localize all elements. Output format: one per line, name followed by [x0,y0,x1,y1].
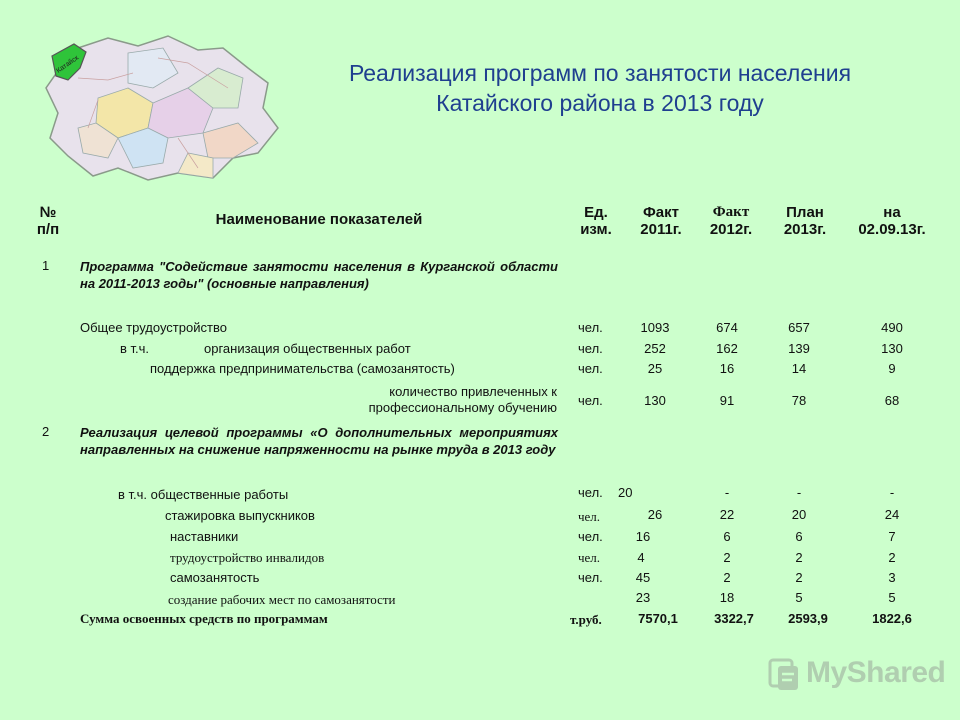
row-value-date: - [889,485,895,500]
row-value-date: 7 [888,529,896,544]
myshared-logo-icon [768,656,802,692]
row-value-2012: 2 [723,550,731,565]
header-fact-2012: Факт 2012г. [709,204,753,238]
row-name: создание рабочих мест по самозанятости [168,592,396,607]
row-value-plan: 5 [795,590,803,605]
row-value-2011: 23 [635,590,651,605]
row-value-date: 5 [888,590,896,605]
row-name: самозанятость [170,570,260,585]
row-unit: чел. [578,320,603,335]
row-value-plan: 2 [795,570,803,585]
header-name: Наименование показателей [215,211,423,228]
header-fact-2011: Факт 2011г. [640,204,682,238]
row-value-date: 2 [888,550,896,565]
total-unit: т.руб. [570,612,602,627]
row-value-2012: 162 [716,341,738,356]
map-district-label: Катайск [55,54,81,75]
row-value-2011: 1093 [640,320,670,335]
row-value-2011: 130 [644,393,666,408]
row-value-plan: 2 [795,550,803,565]
row-unit: чел. [578,361,603,376]
row-unit: чел. [578,570,603,585]
program-2-name: Реализация целевой программы «О дополнительных мероприятиях направленных на снижение напряженности на рынке труда в 2013 году [80,425,558,457]
row-value-2012: 6 [723,529,731,544]
row-name: организация общественных работ [204,341,411,356]
row-value-date: 24 [884,507,900,522]
row-value-2011: 20 [618,485,633,500]
row-name-prefix: в т.ч. [120,341,150,356]
total-value-2011: 7570,1 [638,611,678,626]
title-line-1: Реализация программ по занятости населения [348,60,852,86]
row-value-2012: - [724,485,730,500]
row-value-date: 490 [881,320,903,335]
row-value-2011: 252 [644,341,666,356]
row-value-plan: 20 [791,507,807,522]
total-value-plan: 2593,9 [788,611,828,626]
row-value-date: 68 [884,393,900,408]
row-name: Общее трудоустройство [80,320,227,335]
row-value-plan: 6 [795,529,803,544]
header-plan-2013: План 2013г. [783,204,827,238]
row-value-2012: 16 [719,361,735,376]
row-unit: чел. [578,485,603,500]
row-value-2012: 18 [719,590,735,605]
row-name: трудоустройство инвалидов [170,550,325,565]
kurgan-region-map [38,28,288,188]
row-name: стажировка выпускников [165,508,315,523]
row-value-plan: 139 [788,341,810,356]
row-unit: чел. [578,393,603,408]
row-unit: чел. [578,550,601,565]
header-num: № п/п [36,204,60,238]
program-2-num: 2 [42,424,50,439]
row-value-date: 130 [881,341,903,356]
row-value-2011: 16 [635,529,651,544]
title-line-2: Катайского района в 2013 году [436,90,764,116]
row-value-2012: 22 [719,507,735,522]
total-value-date: 1822,6 [872,611,912,626]
row-value-date: 3 [888,570,896,585]
row-value-plan: 14 [791,361,807,376]
row-value-2011: 4 [637,550,645,565]
total-value-2012: 3322,7 [714,611,754,626]
row-value-2012: 91 [719,393,735,408]
row-value-plan: 78 [791,393,807,408]
row-name: в т.ч. общественные работы [118,487,289,502]
page-title [300,58,900,118]
row-value-plan: 657 [788,320,810,335]
row-value-2011: 45 [635,570,651,585]
header-on-date: на 02.09.13г. [858,204,926,238]
program-1-num: 1 [42,258,50,273]
row-value-plan: - [796,485,802,500]
total-name: Сумма освоенных средств по программам [80,611,328,626]
row-value-2012: 2 [723,570,731,585]
watermark-text: MyShared [806,656,946,689]
row-value-2011: 25 [647,361,663,376]
row-unit: чел. [578,341,603,356]
header-unit: Ед. изм. [580,204,612,238]
row-value-2012: 674 [716,320,738,335]
row-name: количество привлеченных к профессиональному обучению [368,384,557,415]
myshared-watermark [768,654,946,694]
row-unit: чел. [578,529,603,544]
row-name: поддержка предпринимательства (самозанятость) [150,361,455,376]
program-1-name: Программа "Содействие занятости населения в Курганской области на 2011-2013 годы" (основные направления) [80,259,558,291]
row-name: наставники [170,529,239,544]
row-value-2011: 26 [647,507,663,522]
row-value-date: 9 [888,361,896,376]
row-unit: чел. [578,509,601,524]
